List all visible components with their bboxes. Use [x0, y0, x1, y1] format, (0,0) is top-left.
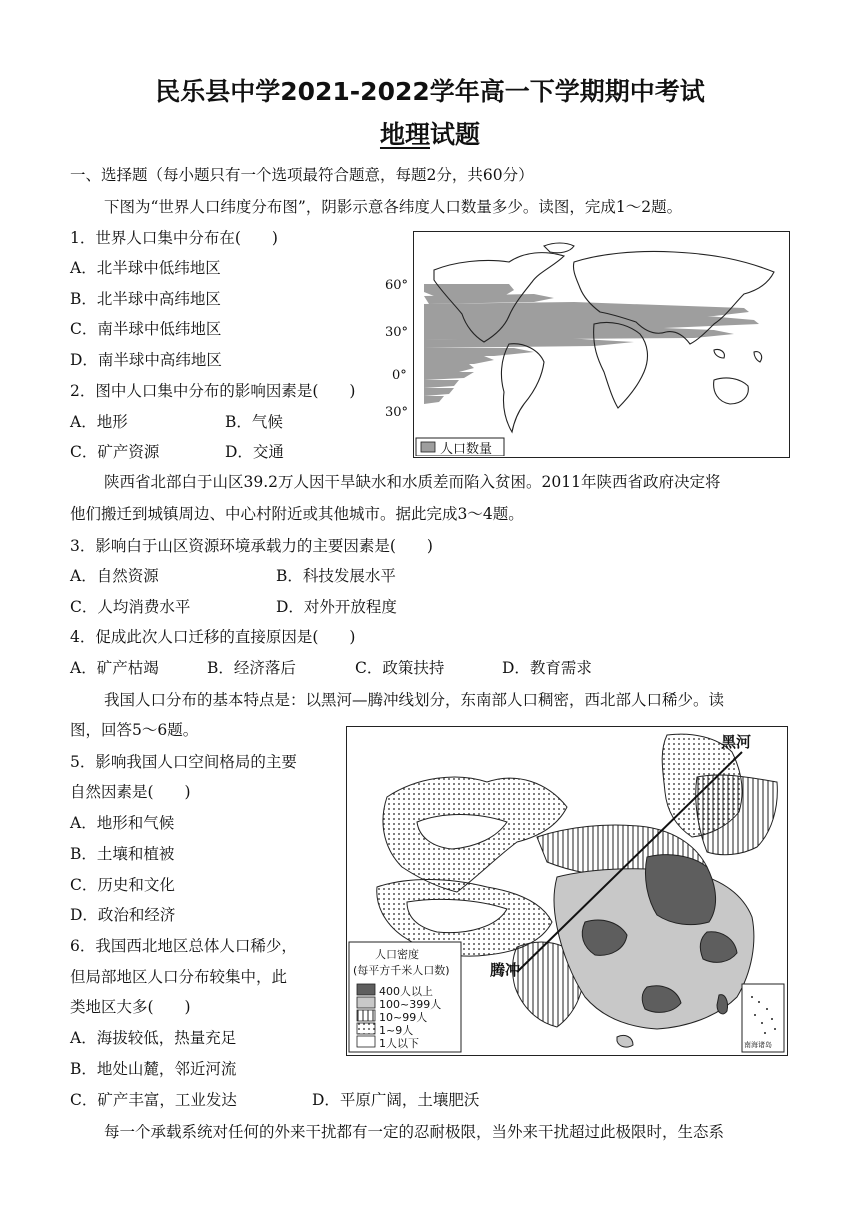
subject-rest: 试题 — [430, 120, 481, 149]
subject-underlined: 地理 — [379, 120, 430, 149]
legend-item-100-399: 100~399人 — [379, 998, 442, 1011]
q2-option-d: D．交通 — [225, 443, 284, 461]
lat-label-minus30: 30° — [385, 405, 409, 420]
q5-stem-line2: 自然因素是( ) — [70, 783, 191, 801]
q2-option-c: C．矿产资源 — [70, 443, 160, 461]
q1-option-c: C．南半球中低纬地区 — [70, 320, 222, 338]
q6-option-b: B．地处山麓，邻近河流 — [70, 1060, 237, 1078]
q2-option-a: A．地形 — [70, 413, 128, 431]
q5-option-b: B．土壤和植被 — [70, 845, 175, 863]
legend-title-line2: (每平方千米人口数) — [353, 964, 450, 977]
inset-label: 南海诸岛 — [744, 1041, 772, 1049]
world-map-graphic — [414, 232, 788, 456]
hainan-island — [617, 1035, 633, 1047]
group1-intro: 下图为“世界人口纬度分布图”，阴影示意各纬度人口数量多少。读图，完成1～2题。 — [104, 198, 683, 216]
legend-item-400plus: 400人以上 — [379, 985, 433, 998]
q3-option-c: C．人均消费水平 — [70, 598, 191, 616]
q5-option-a: A．地形和气候 — [70, 814, 175, 832]
q3-option-d: D．对外开放程度 — [276, 598, 397, 616]
q2-stem: 2．图中人口集中分布的影响因素是( ) — [70, 382, 356, 400]
legend-swatch-10-99 — [357, 1010, 375, 1021]
q4-option-b: B．经济落后 — [207, 659, 296, 677]
q5-stem-line1: 5．影响我国人口空间格局的主要 — [70, 753, 297, 771]
lat-label-0: 0° — [392, 368, 407, 383]
q4-option-d: D．教育需求 — [502, 659, 592, 677]
population-bands — [424, 284, 759, 404]
q1-option-b: B．北半球中高纬地区 — [70, 290, 221, 308]
q1-option-d: D．南半球中高纬地区 — [70, 351, 222, 369]
q6-stem-line1: 6．我国西北地区总体人口稀少， — [70, 937, 297, 955]
legend-swatch-100-399 — [357, 997, 375, 1008]
world-population-map — [413, 231, 790, 458]
china-population-map — [346, 726, 788, 1056]
q3-option-b: B．科技发展水平 — [276, 567, 396, 585]
north-china-plain-dark-zone — [645, 855, 715, 925]
group2-intro-line2: 他们搬迁到城镇周边、中心村附近或其他城市。据此完成3～4题。 — [70, 505, 524, 523]
heihe-label: 黑河 — [721, 733, 752, 751]
q6-option-a: A．海拔较低，热量充足 — [70, 1029, 237, 1047]
group3-intro-line2: 图，回答5～6题。 — [70, 721, 199, 739]
q6-stem-line2: 但局部地区人口分布较集中，此 — [70, 968, 288, 986]
legend-title-line1: 人口密度 — [375, 948, 419, 961]
legend-item-10-99: 10~99人 — [379, 1011, 428, 1024]
q6-stem-line3: 类地区大多( ) — [70, 998, 191, 1016]
legend-item-1-9: 1~9人 — [379, 1024, 414, 1037]
taiwan-island — [717, 995, 728, 1014]
q5-option-d: D．政治和经济 — [70, 906, 176, 924]
q4-stem: 4．促成此次人口迁移的直接原因是( ) — [70, 628, 356, 646]
q5-option-c: C．历史和文化 — [70, 876, 175, 894]
q1-stem: 1．世界人口集中分布在( ) — [70, 229, 278, 247]
group2-intro-line1: 陕西省北部白于山区39.2万人因干旱缺水和水质差而陷入贫困。2011年陕西省政府决定将 — [104, 473, 721, 491]
q6-option-c: C．矿产丰富，工业发达 — [70, 1091, 237, 1109]
group4-intro: 每一个承载系统对任何的外来干扰都有一定的忍耐极限，当外来干扰超过此极限时，生态系 — [104, 1123, 725, 1141]
q4-option-c: C．政策扶持 — [355, 659, 445, 677]
northeast-hatched-zone — [696, 775, 778, 855]
q2-option-b: B．气候 — [225, 413, 283, 431]
legend-item-below-1: 1人以下 — [379, 1037, 419, 1050]
legend-swatch-below-1 — [357, 1036, 375, 1047]
map1-legend-swatch — [421, 442, 435, 452]
map1-legend-label: 人口数量 — [440, 442, 493, 457]
lat-label-30: 30° — [385, 325, 409, 340]
section-heading: 一、选择题（每小题只有一个选项最符合题意，每题2分，共60分） — [70, 166, 534, 184]
lat-label-60: 60° — [385, 278, 409, 293]
exam-title: 民乐县中学2021-2022学年高一下学期期中考试 — [155, 77, 705, 106]
q4-option-a: A．矿产枯竭 — [70, 659, 159, 677]
q6-option-d: D．平原广阔，土壤肥沃 — [312, 1091, 480, 1109]
exam-subject — [0, 115, 860, 151]
q1-option-a: A．北半球中低纬地区 — [70, 259, 221, 277]
legend-swatch-1-9 — [357, 1023, 375, 1034]
group3-intro-line1: 我国人口分布的基本特点是：以黑河—腾冲线划分，东南部人口稠密，西北部人口稀少。读 — [104, 691, 725, 709]
legend-swatch-400plus — [357, 984, 375, 995]
tengchong-label: 腾冲 — [490, 961, 521, 979]
q3-stem: 3．影响白于山区资源环境承载力的主要因素是( ) — [70, 537, 433, 555]
q3-option-a: A．自然资源 — [70, 567, 159, 585]
